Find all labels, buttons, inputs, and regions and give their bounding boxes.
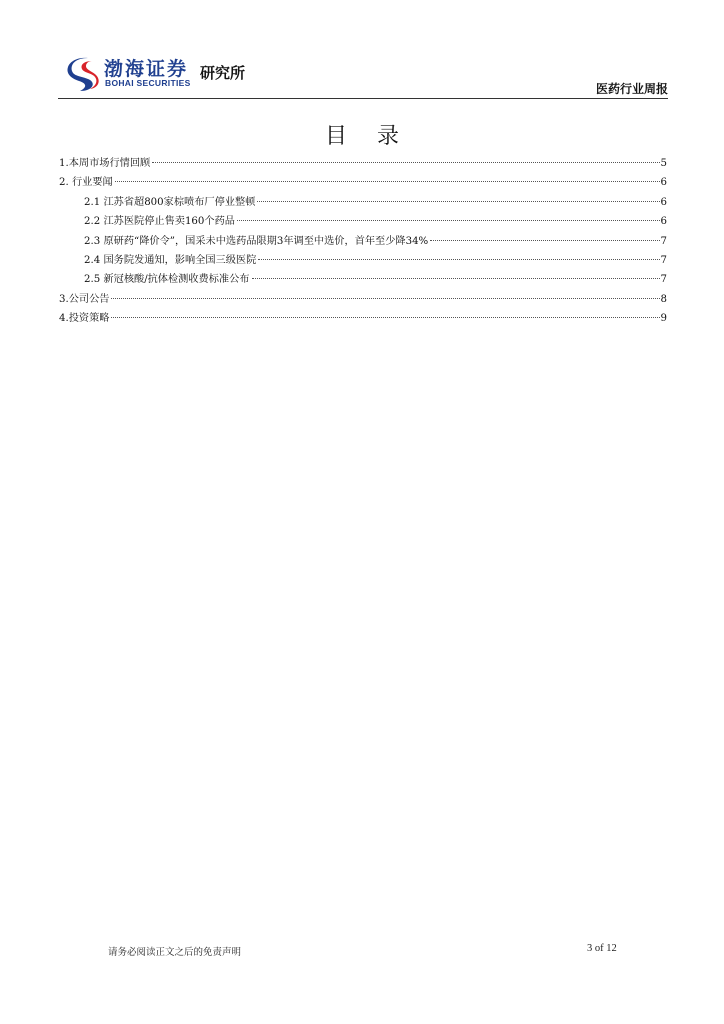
toc-entry-page: 9	[660, 313, 667, 325]
footer-page-number: 3 of 12	[587, 943, 617, 954]
toc-entry[interactable]	[59, 309, 667, 328]
toc-entry-text: 2.4 国务院发通知，影响全国三级医院	[84, 254, 257, 266]
toc-dot-leader	[111, 298, 659, 299]
toc-dot-leader	[152, 162, 659, 163]
toc-entry[interactable]	[59, 232, 667, 251]
toc-dot-leader	[252, 278, 660, 279]
toc-entry-page: 6	[660, 196, 667, 208]
toc-entry[interactable]	[59, 212, 667, 231]
header-divider	[58, 98, 668, 99]
toc-entry[interactable]	[59, 270, 667, 289]
logo-english-name: BOHAI SECURITIES	[105, 78, 191, 88]
institute-label: 研究所	[200, 64, 246, 82]
toc-entry[interactable]	[59, 290, 667, 309]
toc-dot-leader	[257, 201, 659, 202]
toc-dot-leader	[237, 220, 660, 221]
toc-entry-page: 6	[660, 216, 667, 228]
toc-entry-text: 1.本周市场行情回顾	[59, 158, 151, 169]
toc-entry-page: 7	[660, 254, 667, 266]
toc-entry-text: 2.3 原研药“降价令”，国采未中选药品限期3年调至中选价，首年至少降34%	[84, 235, 429, 247]
toc-entry-text: 2.2 江苏医院停止售卖160个药品	[84, 216, 235, 228]
toc-entry-text: 2. 行业要闻	[59, 177, 113, 189]
toc-dot-leader	[258, 259, 659, 260]
toc-entry-page: 5	[660, 158, 667, 169]
bohai-logo-icon	[66, 56, 100, 92]
toc-entry-page: 7	[660, 235, 667, 247]
toc-entry[interactable]	[59, 251, 667, 270]
footer-disclaimer: 请务必阅读正文之后的免责声明	[108, 947, 242, 958]
toc-entry-text: 4.投资策略	[59, 313, 110, 325]
toc-entry-page: 6	[660, 177, 667, 189]
table-of-contents	[59, 154, 667, 329]
toc-entry-text: 3.公司公告	[59, 293, 110, 305]
toc-entry[interactable]	[59, 193, 667, 212]
report-type-label: 医药行业周报	[595, 82, 668, 96]
toc-entry-page: 7	[660, 274, 667, 286]
toc-entry-page: 8	[660, 293, 667, 305]
toc-entry[interactable]	[59, 154, 667, 173]
toc-dot-leader	[111, 317, 659, 318]
toc-entry-text: 2.5 新冠核酸/抗体检测收费标准公布	[84, 274, 250, 286]
toc-title: 目录	[324, 124, 429, 149]
page-header	[62, 50, 668, 98]
logo-chinese-name: 渤海证券	[104, 58, 189, 80]
toc-entry[interactable]	[59, 173, 667, 192]
toc-entry-text: 2.1 江苏省超800家棕喷布厂停业整顿	[84, 196, 256, 208]
toc-dot-leader	[430, 240, 659, 241]
toc-dot-leader	[115, 181, 660, 182]
